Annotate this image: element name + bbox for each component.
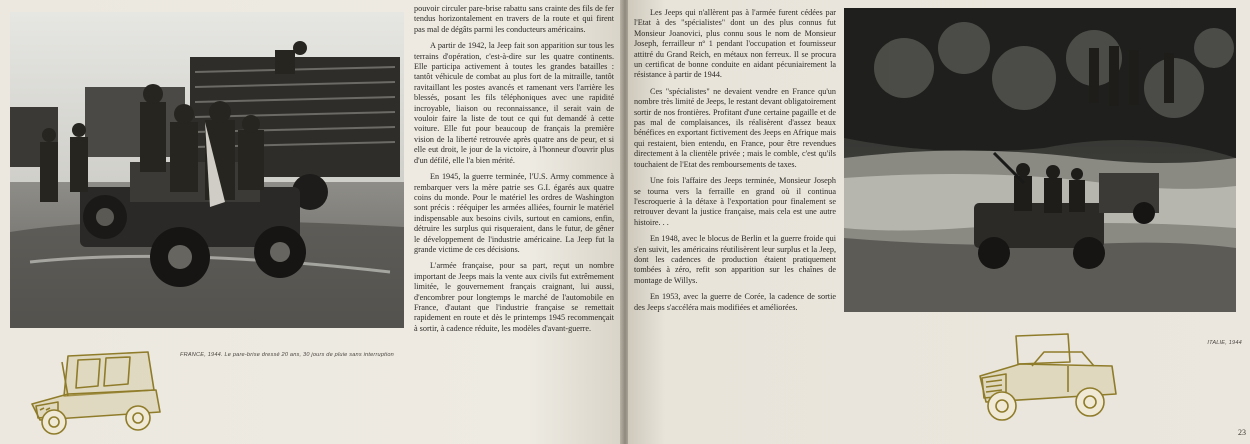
jeep-line-drawing-with-canvas-top-icon [28, 346, 164, 438]
photo-jeep-river-crossing [844, 8, 1236, 312]
photo-jeep-flooded-road [10, 12, 404, 328]
photo-caption: FRANCE, 1944. Le pare-brise dressé 20 ans, 30 jours de pluie sans interruption [180, 352, 394, 358]
left-text-column [414, 4, 614, 340]
paragraph: Ces "spécialistes" ne devaient vendre en France qu'un nombre très limité de Jeeps, le restant devant obligatoirement sortir de nos frontières. Profitant d'une certaine pagaille et de pas mal de complaisances, ils réalisèrent d'assez beaux bénéfices en exportant fictivement des Jeeps en Afrique mais qui restaient, bien entendu, en France, pour être revendues directement à la clientèle privée ; mais le comble, c'est qu'ils touchaient de l'Etat des remboursements de taxes. [634, 86, 836, 169]
left-page [0, 0, 622, 444]
paragraph: En 1953, avec la guerre de Corée, la cadence de sortie des Jeeps s'accéléra mais modifiées et améliorées. [634, 292, 836, 312]
paragraph: Les Jeeps qui n'allèrent pas à l'armée furent cédées par l'Etat à des "spécialistes" dont un des plus connus fut Monsieur Joanovici, plus connu sous le nom de Monsieur Joseph, ferrailleur nº 1 pendant l'occupation et fournisseur attitré du Grand Reich, en métaux non ferreux. Il se procura un certificat de bonne conduite en aidant pécuniairement la résistance à partir de 1944. [634, 8, 836, 80]
right-text-column [634, 8, 836, 319]
paragraph: L'armée française, pour sa part, reçut un nombre important de Jeeps mais la vente aux civils fut extrêmement limitée, le gouvernement français craignant, lui aussi, d'encombrer pour longtemps le marché de l'automobile en France, d'autant que l'industrie française se remettait rapidement en route et dès le printemps 1945 recommençait à sortir, à cadence réduite, les modèles d'avant-guerre. [414, 261, 614, 333]
jeep-line-drawing-open-icon [972, 332, 1120, 430]
paragraph: En 1948, avec le blocus de Berlin et la guerre froide qui s'en suivit, les américains réutilisèrent leur surplus et la Jeep, dont les cadences de production étaient pratiquement tombées à zéro, refit son apparition sur les chaînes de montage de Willys. [634, 234, 836, 285]
page-number: 23 [1238, 428, 1246, 437]
photo-caption: ITALIE, 1944 [1207, 340, 1242, 346]
paragraph: A partir de 1942, la Jeep fait son apparition sur tous les terrains d'opération, c'est-à-dire sur les quatre continents. Elle participa activement à toutes les grandes batailles : tantôt véhicule de combat au plus fort de la mitraille, tantôt ravitaillant les postes avancés et ramenant vers l'arrière les blessés, posant les fils téléphoniques avec une rapidité incroyable, liaison ou reconnaissance, il serait vain de vouloir faire la liste de tout ce qui fut demandé à cette voiture. Elle fut pour beaucoup de français la première vision de la liberté retrouvée après quatre ans de peur, et si elle eut droit, le jour de la victoire, à l'honneur d'ouvrir plus d'un défilé, elle l'a bien mérité. [414, 41, 614, 165]
paragraph: En 1945, la guerre terminée, l'U.S. Army commence à rembarquer vers la mère patrie ses G.I. égarés aux quatre coins du monde. Pour le matériel les ordres de Washington sont précis : rééquiper les armées alliées, fournir le matériel indispensable aux besoins civils, surtout en camions, enfin, détruire les surplus qui risqueraient, dans le futur, de gêner le développement de l'industrie américaine. La Jeep fut la grande victime de ces décisions. [414, 172, 614, 254]
right-page [628, 0, 1250, 444]
paragraph: pouvoir circuler pare-brise rabattu sans crainte des fils de fer tendus horizontalement en travers de la route et qui firent pas mal de dégâts parmi les conducteurs américains. [414, 4, 614, 34]
paragraph: Une fois l'affaire des Jeeps terminée, Monsieur Joseph se tourna vers la ferraille en grand où il continua l'escroquerie à la détaxe à l'exportation pour finalement se retrouver devant la justice française, mais cela est une autre histoire. . . [634, 176, 836, 227]
